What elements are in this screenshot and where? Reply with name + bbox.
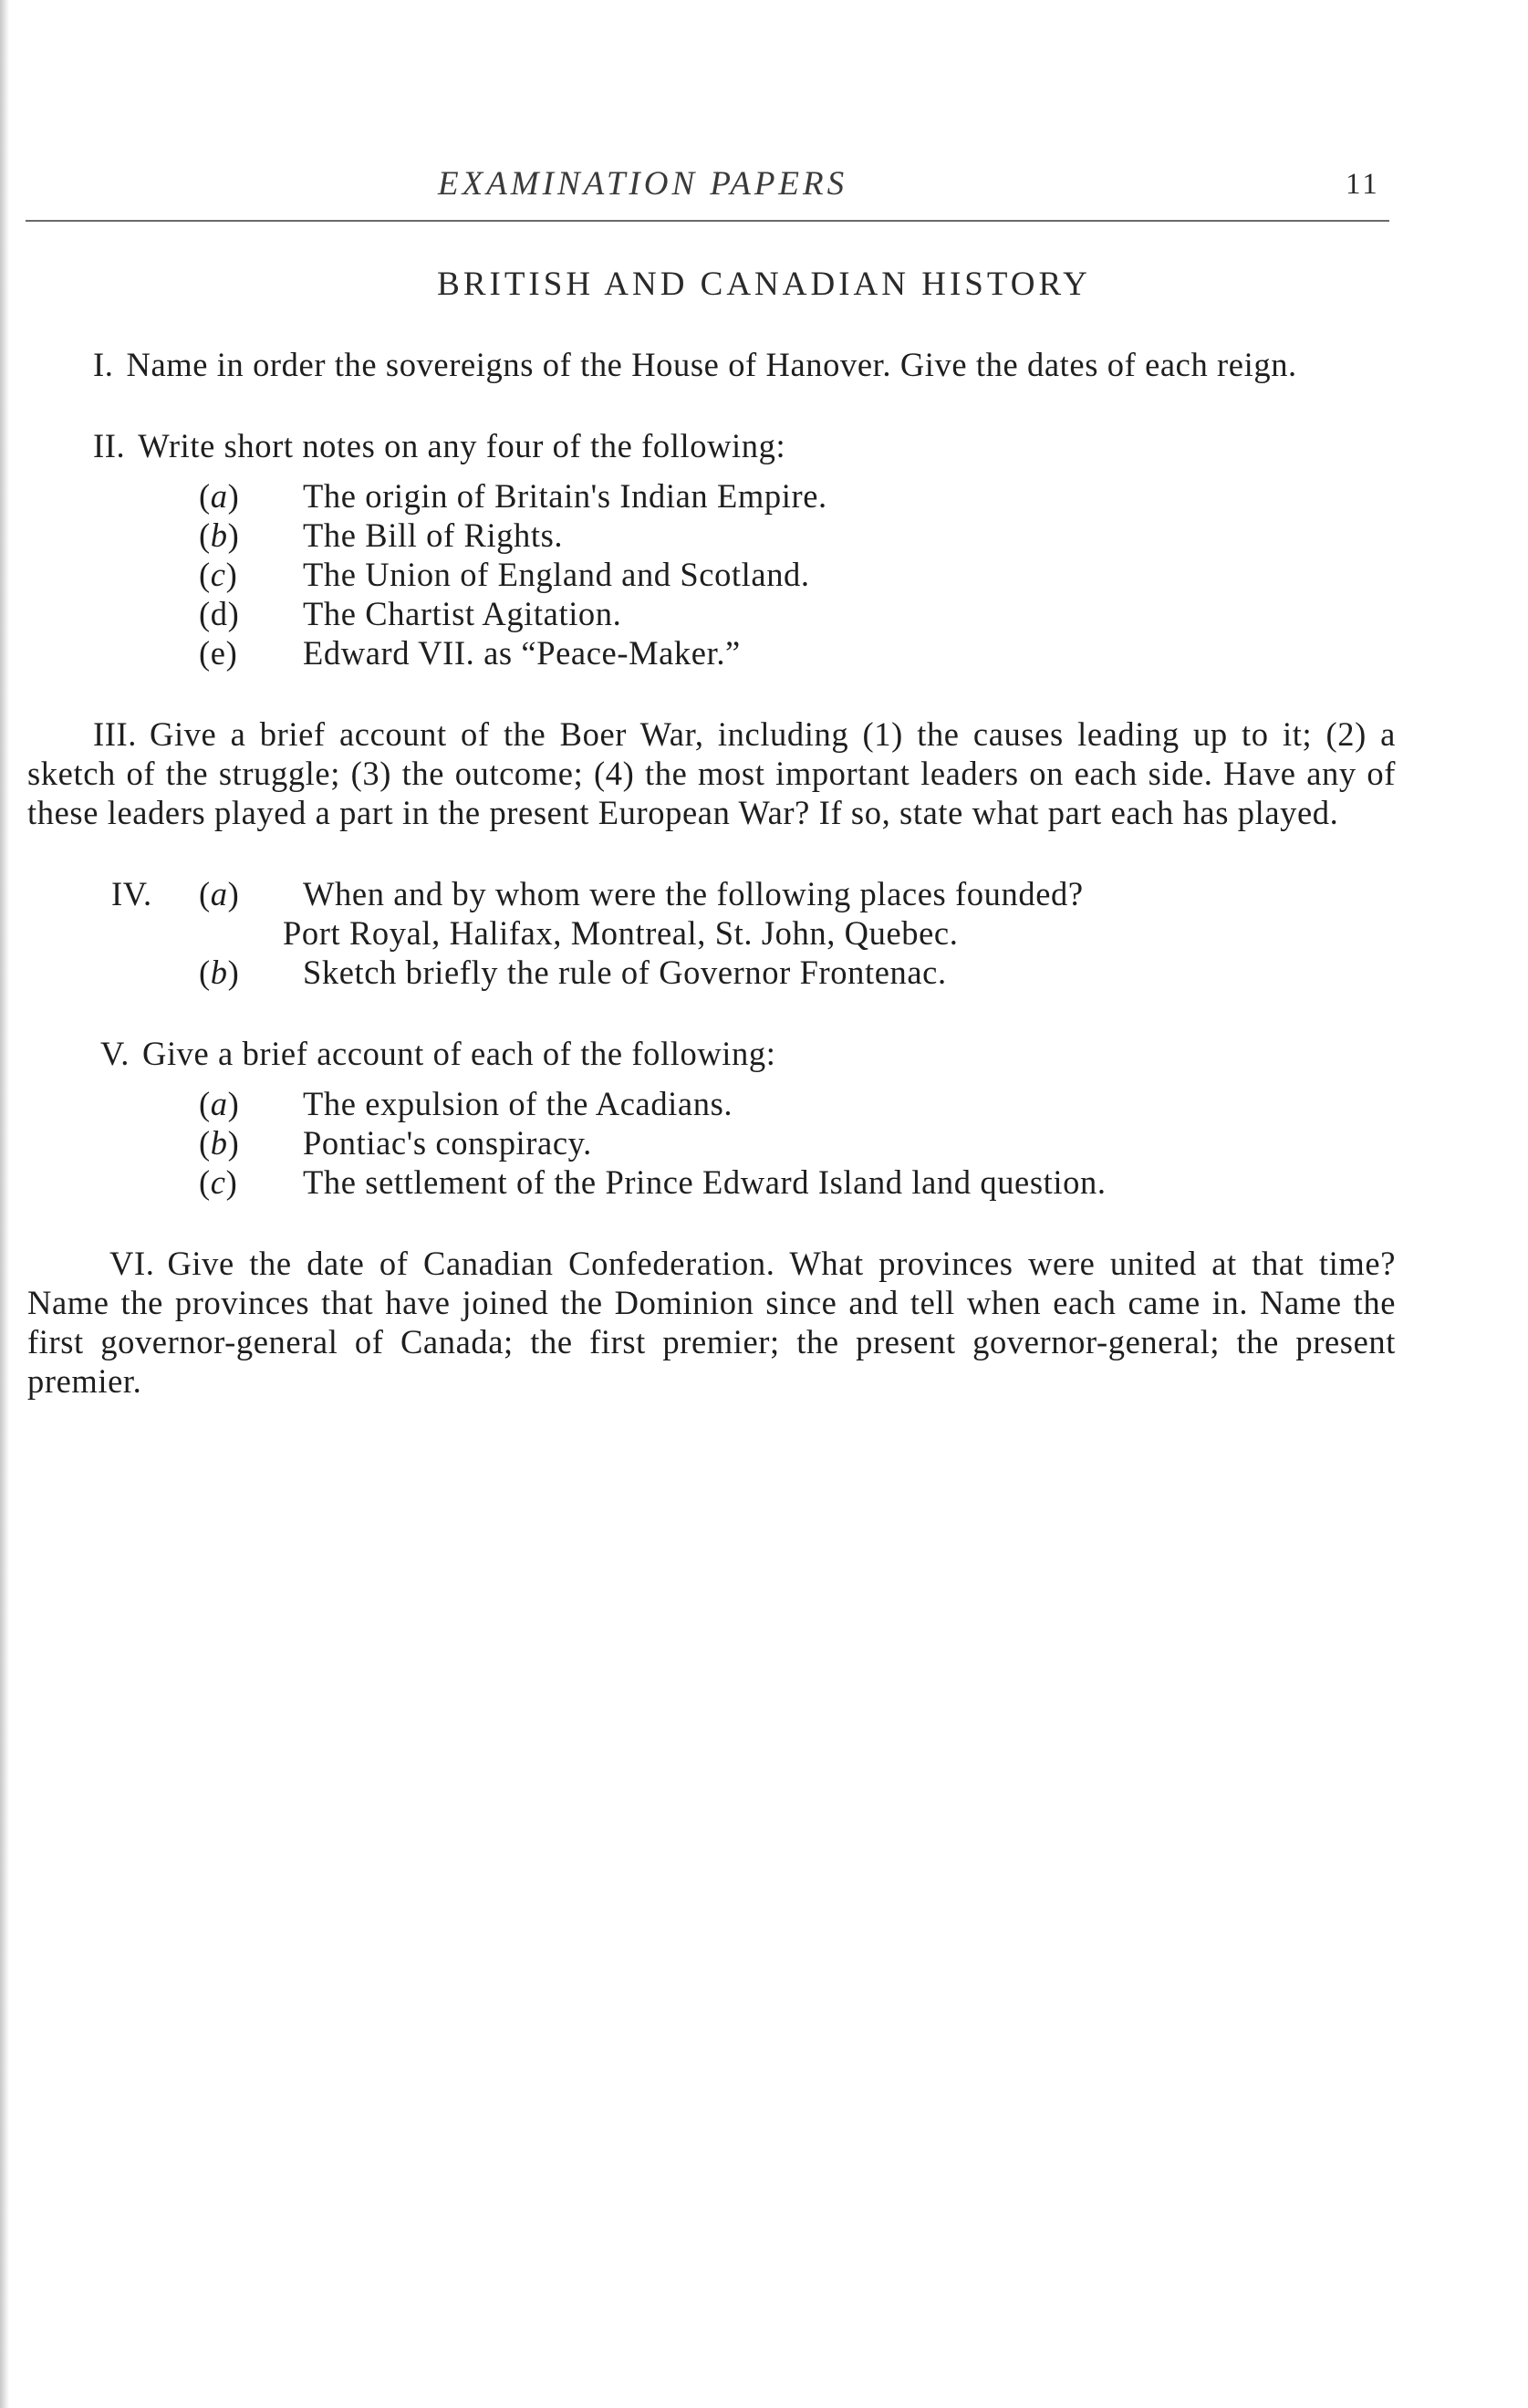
- item-text: The Union of England and Scotland.: [303, 556, 810, 593]
- page-number: 11: [1346, 168, 1380, 201]
- question-number: II.: [93, 427, 126, 464]
- list-item: [27, 1123, 1396, 1162]
- question-2: [27, 426, 1396, 465]
- question-2-items: [27, 476, 1396, 672]
- item-text: The expulsion of the Acadians.: [303, 1085, 733, 1122]
- item-marker: (b): [199, 954, 240, 991]
- item-marker: (c): [199, 556, 238, 593]
- list-item: [27, 594, 1396, 633]
- question-text: Give a brief account of the Boer War, including (1) the causes leading up to it; (2) a sketch of the struggle; (3) the outcome; (4) the most important leaders on each side. Have any of these leaders played a part in the present European War? If so, state what part each has played.: [27, 715, 1396, 831]
- question-number: I.: [93, 346, 114, 383]
- item-marker: (b): [199, 516, 240, 554]
- item-marker: (a): [199, 1085, 240, 1122]
- page-edge-shadow: [0, 0, 9, 2408]
- question-text: Give the date of Canadian Confederation. What provinces were united at that time? Name the provinces that have joined the Dominion since and tell when each came in. Name the first governor-general of Canada; the first premier; the present governor-general; the present premier.: [27, 1245, 1396, 1400]
- question-number: VI.: [109, 1245, 155, 1282]
- question-text: When and by whom were the following places founded?: [303, 875, 1084, 912]
- item-text: The Chartist Agitation.: [303, 595, 622, 632]
- item-marker: (b): [199, 1124, 240, 1162]
- question-text: Sketch briefly the rule of Governor Frontenac.: [303, 954, 947, 991]
- list-item: [27, 1084, 1396, 1123]
- item-marker: (a): [199, 875, 240, 912]
- item-text: The Bill of Rights.: [303, 516, 564, 554]
- item-text: Pontiac's conspiracy.: [303, 1124, 592, 1162]
- places-list: Port Royal, Halifax, Montreal, St. John, Quebec.: [283, 914, 959, 952]
- item-text: Edward VII. as “Peace-Maker.”: [303, 634, 741, 672]
- question-number: IV.: [111, 875, 152, 912]
- running-head: [0, 164, 1528, 210]
- question-text: Name in order the sovereigns of the House of Hanover. Give the dates of each reign.: [126, 346, 1297, 383]
- running-title: EXAMINATION PAPERS: [438, 165, 848, 203]
- question-number: V.: [100, 1035, 130, 1072]
- question-number: III.: [93, 715, 137, 753]
- question-4-part-a: [27, 874, 1396, 913]
- question-5-items: [27, 1084, 1396, 1202]
- section-title: BRITISH AND CANADIAN HISTORY: [437, 266, 1091, 303]
- question-1: [27, 345, 1396, 384]
- question-text: Write short notes on any four of the following:: [138, 427, 786, 464]
- item-text: The origin of Britain's Indian Empire.: [303, 477, 827, 515]
- list-item: [27, 633, 1396, 672]
- question-4: [27, 874, 1396, 992]
- list-item: [27, 476, 1396, 516]
- item-marker: (e): [199, 634, 238, 672]
- item-text: The settlement of the Prince Edward Island land question.: [303, 1163, 1107, 1201]
- list-item: [27, 555, 1396, 594]
- header-rule: [26, 220, 1389, 222]
- question-5: [27, 1034, 1396, 1073]
- list-item: [27, 516, 1396, 555]
- question-4-part-b: [27, 953, 1396, 992]
- question-3: [27, 714, 1396, 832]
- item-marker: (d): [199, 595, 240, 632]
- item-marker: (c): [199, 1163, 238, 1201]
- list-item: [27, 1162, 1396, 1202]
- question-4-places: [27, 913, 1396, 953]
- item-marker: (a): [199, 477, 240, 515]
- question-text: Give a brief account of each of the following:: [141, 1035, 776, 1072]
- question-6: [27, 1244, 1396, 1401]
- questions-body: [27, 345, 1396, 1401]
